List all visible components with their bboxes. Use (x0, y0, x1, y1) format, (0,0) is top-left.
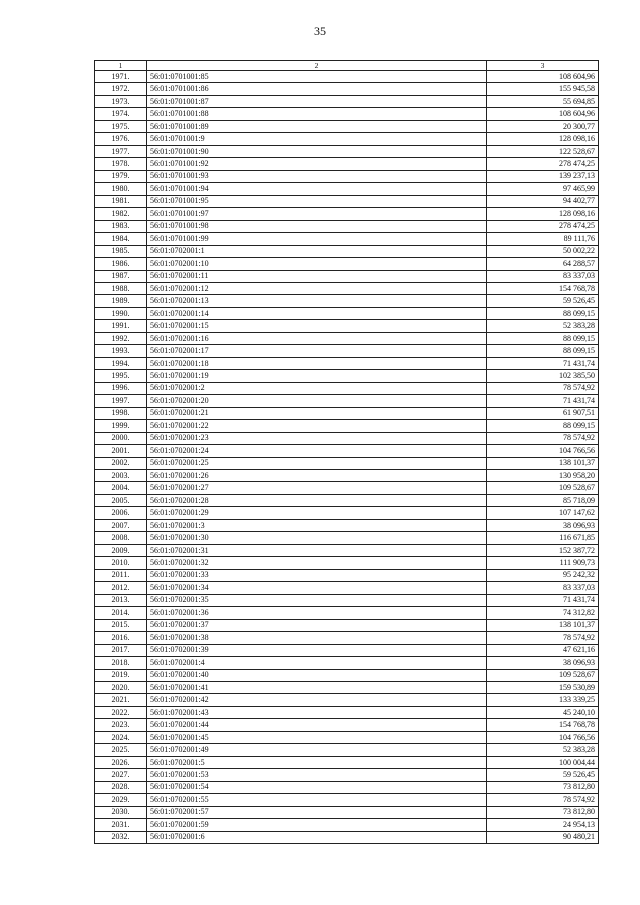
cadastral-value-cell: 38 096,93 (487, 657, 599, 669)
row-number-cell: 1989. (95, 295, 147, 307)
cadastral-value-cell: 24 954,13 (487, 819, 599, 831)
table-row (95, 694, 599, 706)
cadastral-value-cell: 89 111,76 (487, 233, 599, 245)
cadastral-value-cell: 159 530,89 (487, 681, 599, 693)
table-row (95, 245, 599, 257)
table-row (95, 594, 599, 606)
cadastral-number-cell: 56:01:0702001:33 (147, 569, 487, 581)
row-number-cell: 2032. (95, 831, 147, 843)
table-row (95, 183, 599, 195)
row-number-cell: 1974. (95, 108, 147, 120)
cadastral-number-cell: 56:01:0701001:92 (147, 158, 487, 170)
row-number-cell: 1983. (95, 220, 147, 232)
table-row (95, 756, 599, 768)
cadastral-value-cell: 85 718,09 (487, 494, 599, 506)
row-number-cell: 2003. (95, 470, 147, 482)
cadastral-number-cell: 56:01:0701001:87 (147, 95, 487, 107)
cadastral-number-cell: 56:01:0702001:13 (147, 295, 487, 307)
table-row (95, 657, 599, 669)
row-number-cell: 2030. (95, 806, 147, 818)
cadastral-number-cell: 56:01:0701001:90 (147, 145, 487, 157)
table-row (95, 345, 599, 357)
table-row (95, 781, 599, 793)
table-row (95, 681, 599, 693)
table-row (95, 282, 599, 294)
row-number-cell: 1982. (95, 208, 147, 220)
table-row (95, 457, 599, 469)
table-row (95, 569, 599, 581)
cadastral-value-cell: 50 002,22 (487, 245, 599, 257)
row-number-cell: 1995. (95, 370, 147, 382)
cadastral-number-cell: 56:01:0702001:1 (147, 245, 487, 257)
row-number-cell: 2026. (95, 756, 147, 768)
cadastral-number-cell: 56:01:0702001:38 (147, 632, 487, 644)
row-number-cell: 1984. (95, 233, 147, 245)
cadastral-number-cell: 56:01:0702001:49 (147, 744, 487, 756)
cadastral-number-cell: 56:01:0702001:18 (147, 357, 487, 369)
table-row (95, 519, 599, 531)
row-number-cell: 2012. (95, 582, 147, 594)
column-header-cadastral-number: 2 (147, 61, 487, 71)
cadastral-number-cell: 56:01:0702001:45 (147, 731, 487, 743)
row-number-cell: 1978. (95, 158, 147, 170)
row-number-cell: 1979. (95, 170, 147, 182)
cadastral-number-cell: 56:01:0702001:31 (147, 544, 487, 556)
cadastral-number-cell: 56:01:0702001:16 (147, 332, 487, 344)
row-number-cell: 1972. (95, 83, 147, 95)
table-row (95, 744, 599, 756)
row-number-cell: 2031. (95, 819, 147, 831)
table-row (95, 208, 599, 220)
cadastral-number-cell: 56:01:0702001:39 (147, 644, 487, 656)
row-number-cell: 1994. (95, 357, 147, 369)
cadastral-value-cell: 122 528,67 (487, 145, 599, 157)
row-number-cell: 1998. (95, 407, 147, 419)
cadastral-value-cell: 78 574,92 (487, 632, 599, 644)
row-number-cell: 2028. (95, 781, 147, 793)
row-number-cell: 1988. (95, 282, 147, 294)
row-number-cell: 1976. (95, 133, 147, 145)
table-row (95, 420, 599, 432)
cadastral-value-cell: 59 526,45 (487, 769, 599, 781)
cadastral-number-cell: 56:01:0702001:15 (147, 320, 487, 332)
cadastral-number-cell: 56:01:0701001:9 (147, 133, 487, 145)
row-number-cell: 2004. (95, 482, 147, 494)
cadastral-value-cell: 100 004,44 (487, 756, 599, 768)
table-row (95, 445, 599, 457)
cadastral-value-cell: 78 574,92 (487, 382, 599, 394)
row-number-cell: 1971. (95, 71, 147, 83)
row-number-cell: 2017. (95, 644, 147, 656)
cadastral-number-cell: 56:01:0702001:11 (147, 270, 487, 282)
table-row (95, 544, 599, 556)
cadastral-value-cell: 38 096,93 (487, 519, 599, 531)
cadastral-number-cell: 56:01:0702001:55 (147, 794, 487, 806)
cadastral-value-cell: 102 385,50 (487, 370, 599, 382)
cadastral-number-cell: 56:01:0702001:36 (147, 607, 487, 619)
cadastral-number-cell: 56:01:0702001:35 (147, 594, 487, 606)
table-row (95, 332, 599, 344)
cadastral-number-cell: 56:01:0702001:10 (147, 258, 487, 270)
cadastral-value-cell: 128 098,16 (487, 133, 599, 145)
row-number-cell: 2016. (95, 632, 147, 644)
cadastral-number-cell: 56:01:0701001:85 (147, 71, 487, 83)
row-number-cell: 1991. (95, 320, 147, 332)
cadastral-number-cell: 56:01:0702001:6 (147, 831, 487, 843)
cadastral-value-cell: 97 465,99 (487, 183, 599, 195)
cadastral-number-cell: 56:01:0702001:12 (147, 282, 487, 294)
row-number-cell: 1997. (95, 395, 147, 407)
cadastral-number-cell: 56:01:0702001:24 (147, 445, 487, 457)
cadastral-number-cell: 56:01:0701001:95 (147, 195, 487, 207)
row-number-cell: 1993. (95, 345, 147, 357)
row-number-cell: 2021. (95, 694, 147, 706)
row-number-cell: 2015. (95, 619, 147, 631)
row-number-cell: 1990. (95, 307, 147, 319)
row-number-cell: 1987. (95, 270, 147, 282)
cadastral-value-cell: 154 768,78 (487, 719, 599, 731)
row-number-cell: 2007. (95, 519, 147, 531)
cadastral-value-table (94, 60, 599, 844)
table-row (95, 395, 599, 407)
cadastral-number-cell: 56:01:0702001:53 (147, 769, 487, 781)
cadastral-number-cell: 56:01:0702001:44 (147, 719, 487, 731)
cadastral-value-cell: 55 694,85 (487, 95, 599, 107)
table-row (95, 482, 599, 494)
table-row (95, 83, 599, 95)
table-row (95, 133, 599, 145)
row-number-cell: 2013. (95, 594, 147, 606)
cadastral-number-cell: 56:01:0702001:25 (147, 457, 487, 469)
table-row (95, 295, 599, 307)
table-row (95, 632, 599, 644)
table-row (95, 357, 599, 369)
table-row (95, 195, 599, 207)
cadastral-value-cell: 73 812,80 (487, 781, 599, 793)
row-number-cell: 1986. (95, 258, 147, 270)
table-row (95, 432, 599, 444)
table-row (95, 582, 599, 594)
cadastral-value-cell: 74 312,82 (487, 607, 599, 619)
cadastral-number-cell: 56:01:0701001:97 (147, 208, 487, 220)
cadastral-number-cell: 56:01:0702001:14 (147, 307, 487, 319)
cadastral-value-cell: 88 099,15 (487, 332, 599, 344)
table-row (95, 706, 599, 718)
cadastral-value-cell: 278 474,25 (487, 220, 599, 232)
table-row (95, 794, 599, 806)
cadastral-value-cell: 108 604,96 (487, 108, 599, 120)
row-number-cell: 2018. (95, 657, 147, 669)
cadastral-value-cell: 20 300,77 (487, 120, 599, 132)
cadastral-number-cell: 56:01:0702001:23 (147, 432, 487, 444)
table-body (95, 71, 599, 844)
cadastral-number-cell: 56:01:0701001:93 (147, 170, 487, 182)
cadastral-number-cell: 56:01:0702001:37 (147, 619, 487, 631)
table-row (95, 108, 599, 120)
cadastral-value-cell: 104 766,56 (487, 445, 599, 457)
table-row (95, 507, 599, 519)
cadastral-value-cell: 155 945,58 (487, 83, 599, 95)
row-number-cell: 1992. (95, 332, 147, 344)
cadastral-number-cell: 56:01:0701001:89 (147, 120, 487, 132)
row-number-cell: 2006. (95, 507, 147, 519)
row-number-cell: 1973. (95, 95, 147, 107)
cadastral-value-cell: 130 958,20 (487, 470, 599, 482)
cadastral-value-cell: 116 671,85 (487, 532, 599, 544)
cadastral-value-cell: 278 474,25 (487, 158, 599, 170)
table-row (95, 170, 599, 182)
row-number-cell: 2023. (95, 719, 147, 731)
table-row (95, 120, 599, 132)
cadastral-number-cell: 56:01:0702001:20 (147, 395, 487, 407)
cadastral-value-cell: 88 099,15 (487, 420, 599, 432)
row-number-cell: 2008. (95, 532, 147, 544)
cadastral-value-cell: 95 242,32 (487, 569, 599, 581)
row-number-cell: 1985. (95, 245, 147, 257)
cadastral-number-cell: 56:01:0702001:26 (147, 470, 487, 482)
cadastral-value-cell: 152 387,72 (487, 544, 599, 556)
table-row (95, 95, 599, 107)
cadastral-number-cell: 56:01:0702001:19 (147, 370, 487, 382)
table-row (95, 669, 599, 681)
table-row (95, 307, 599, 319)
cadastral-value-cell: 154 768,78 (487, 282, 599, 294)
cadastral-number-cell: 56:01:0702001:54 (147, 781, 487, 793)
row-number-cell: 2020. (95, 681, 147, 693)
cadastral-value-cell: 133 339,25 (487, 694, 599, 706)
cadastral-number-cell: 56:01:0701001:88 (147, 108, 487, 120)
row-number-cell: 1981. (95, 195, 147, 207)
table-header-row (95, 61, 599, 71)
table-row (95, 619, 599, 631)
table-row (95, 370, 599, 382)
row-number-cell: 2014. (95, 607, 147, 619)
cadastral-value-cell: 104 766,56 (487, 731, 599, 743)
cadastral-number-cell: 56:01:0701001:98 (147, 220, 487, 232)
cadastral-number-cell: 56:01:0702001:57 (147, 806, 487, 818)
cadastral-number-cell: 56:01:0702001:4 (147, 657, 487, 669)
cadastral-number-cell: 56:01:0702001:40 (147, 669, 487, 681)
cadastral-number-cell: 56:01:0702001:30 (147, 532, 487, 544)
row-number-cell: 1980. (95, 183, 147, 195)
cadastral-number-cell: 56:01:0702001:34 (147, 582, 487, 594)
cadastral-number-cell: 56:01:0702001:2 (147, 382, 487, 394)
cadastral-number-cell: 56:01:0701001:94 (147, 183, 487, 195)
row-number-cell: 2005. (95, 494, 147, 506)
table-row (95, 532, 599, 544)
table-row (95, 145, 599, 157)
cadastral-value-cell: 47 621,16 (487, 644, 599, 656)
cadastral-number-cell: 56:01:0702001:5 (147, 756, 487, 768)
cadastral-number-cell: 56:01:0702001:27 (147, 482, 487, 494)
table-row (95, 71, 599, 83)
cadastral-value-cell: 59 526,45 (487, 295, 599, 307)
cadastral-value-cell: 71 431,74 (487, 594, 599, 606)
cadastral-value-cell: 138 101,37 (487, 619, 599, 631)
cadastral-value-cell: 71 431,74 (487, 395, 599, 407)
row-number-cell: 2001. (95, 445, 147, 457)
cadastral-number-cell: 56:01:0702001:42 (147, 694, 487, 706)
table-row (95, 494, 599, 506)
table-row (95, 220, 599, 232)
cadastral-number-cell: 56:01:0702001:28 (147, 494, 487, 506)
cadastral-value-cell: 45 240,10 (487, 706, 599, 718)
cadastral-number-cell: 56:01:0702001:21 (147, 407, 487, 419)
cadastral-value-cell: 109 528,67 (487, 669, 599, 681)
table-row (95, 258, 599, 270)
row-number-cell: 2024. (95, 731, 147, 743)
cadastral-number-cell: 56:01:0702001:59 (147, 819, 487, 831)
table-row (95, 819, 599, 831)
table-row (95, 382, 599, 394)
cadastral-value-cell: 139 237,13 (487, 170, 599, 182)
row-number-cell: 2009. (95, 544, 147, 556)
table-row (95, 719, 599, 731)
table-row (95, 470, 599, 482)
cadastral-number-cell: 56:01:0702001:17 (147, 345, 487, 357)
cadastral-value-cell: 109 528,67 (487, 482, 599, 494)
row-number-cell: 2000. (95, 432, 147, 444)
cadastral-value-cell: 111 909,73 (487, 557, 599, 569)
table-row (95, 233, 599, 245)
cadastral-value-cell: 83 337,03 (487, 270, 599, 282)
table-row (95, 769, 599, 781)
table-row (95, 644, 599, 656)
row-number-cell: 2029. (95, 794, 147, 806)
cadastral-number-cell: 56:01:0702001:41 (147, 681, 487, 693)
row-number-cell: 1975. (95, 120, 147, 132)
cadastral-value-cell: 108 604,96 (487, 71, 599, 83)
cadastral-value-cell: 83 337,03 (487, 582, 599, 594)
cadastral-value-cell: 138 101,37 (487, 457, 599, 469)
cadastral-value-cell: 61 907,51 (487, 407, 599, 419)
row-number-cell: 2010. (95, 557, 147, 569)
row-number-cell: 1977. (95, 145, 147, 157)
column-header-value: 3 (487, 61, 599, 71)
table-row (95, 806, 599, 818)
table-row (95, 407, 599, 419)
table-row (95, 831, 599, 843)
table-row (95, 270, 599, 282)
cadastral-value-cell: 64 288,57 (487, 258, 599, 270)
page-number: 35 (314, 24, 326, 38)
row-number-cell: 1996. (95, 382, 147, 394)
cadastral-number-cell: 56:01:0702001:22 (147, 420, 487, 432)
row-number-cell: 1999. (95, 420, 147, 432)
cadastral-value-cell: 52 383,28 (487, 744, 599, 756)
row-number-cell: 2022. (95, 706, 147, 718)
column-header-number: 1 (95, 61, 147, 71)
cadastral-value-cell: 52 383,28 (487, 320, 599, 332)
row-number-cell: 2027. (95, 769, 147, 781)
cadastral-value-cell: 90 480,21 (487, 831, 599, 843)
cadastral-value-cell: 78 574,92 (487, 794, 599, 806)
cadastral-value-cell: 128 098,16 (487, 208, 599, 220)
cadastral-value-cell: 78 574,92 (487, 432, 599, 444)
cadastral-number-cell: 56:01:0701001:86 (147, 83, 487, 95)
table-row (95, 607, 599, 619)
table-row (95, 158, 599, 170)
row-number-cell: 2025. (95, 744, 147, 756)
cadastral-value-cell: 88 099,15 (487, 307, 599, 319)
cadastral-number-cell: 56:01:0701001:99 (147, 233, 487, 245)
table-row (95, 557, 599, 569)
cadastral-number-cell: 56:01:0702001:29 (147, 507, 487, 519)
row-number-cell: 2019. (95, 669, 147, 681)
cadastral-number-cell: 56:01:0702001:32 (147, 557, 487, 569)
cadastral-value-cell: 94 402,77 (487, 195, 599, 207)
row-number-cell: 2002. (95, 457, 147, 469)
cadastral-value-cell: 88 099,15 (487, 345, 599, 357)
cadastral-number-cell: 56:01:0702001:43 (147, 706, 487, 718)
cadastral-value-cell: 71 431,74 (487, 357, 599, 369)
table-row (95, 320, 599, 332)
cadastral-value-cell: 107 147,62 (487, 507, 599, 519)
row-number-cell: 2011. (95, 569, 147, 581)
cadastral-number-cell: 56:01:0702001:3 (147, 519, 487, 531)
cadastral-value-cell: 73 812,80 (487, 806, 599, 818)
table-row (95, 731, 599, 743)
